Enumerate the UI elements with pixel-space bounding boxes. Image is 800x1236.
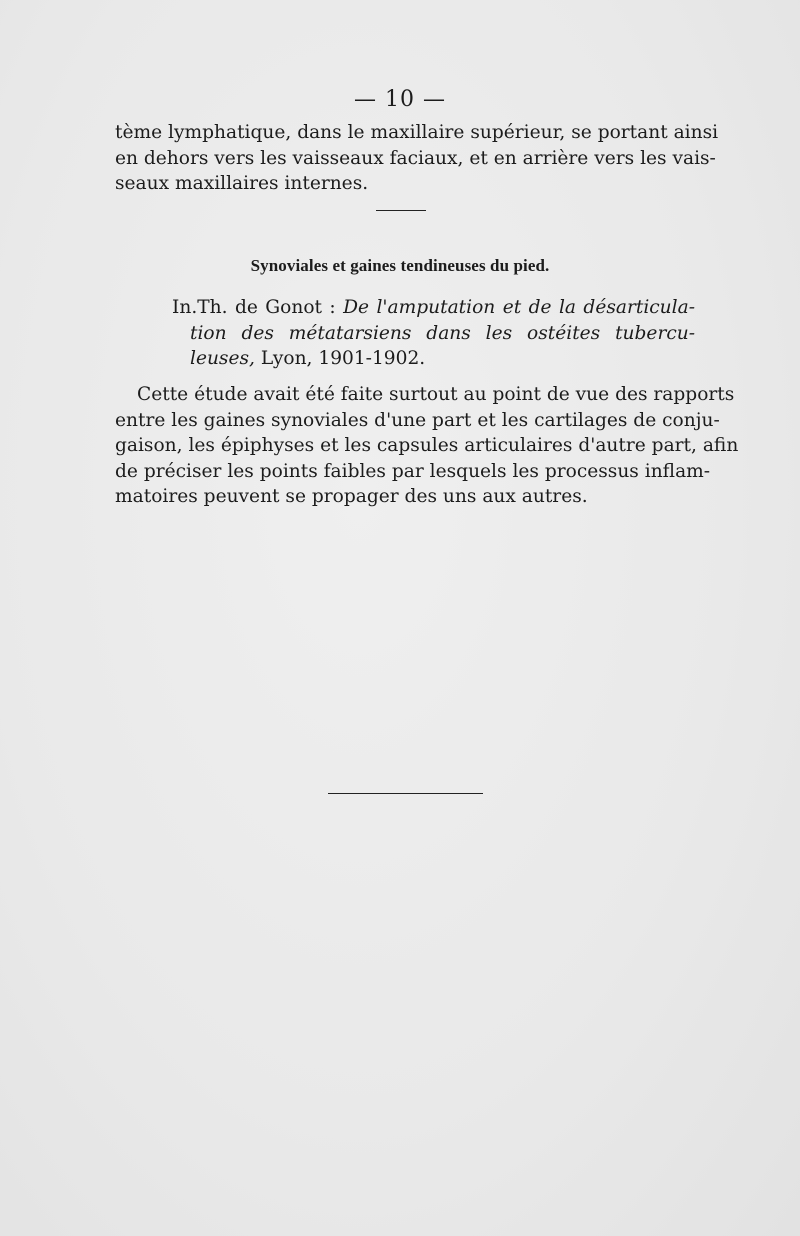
- reference-line: [172, 346, 695, 372]
- text-line: Cette étude avait été faite surtout au point de vue des rapports: [137, 384, 735, 405]
- end-divider: [328, 793, 483, 794]
- section-divider-short: [376, 210, 426, 211]
- reference-line: [172, 321, 695, 347]
- paragraph-study: [115, 382, 739, 510]
- paragraph-lymphatic: [115, 120, 719, 197]
- text-line: tème lymphatique, dans le maxillaire supérieur, se portant ainsi: [115, 122, 719, 143]
- reference-title-part: tion des métatarsiens dans les ostéites tubercu-: [190, 322, 695, 344]
- section-title: Synoviales et gaines tendineuses du pied.: [250, 256, 550, 275]
- text-line: de préciser les points faibles par lesquels les processus inflam-: [115, 460, 711, 482]
- reference-place-date: Lyon, 1901-1902.: [254, 348, 426, 369]
- text-line: gaison, les épiphyses et les capsules articulaires d'autre part, afin: [115, 435, 739, 456]
- text-line: seaux maxillaires internes.: [115, 173, 369, 194]
- page-number: — 10 —: [354, 87, 446, 112]
- text-line: entre les gaines synoviales d'une part et les cartilages de conju-: [115, 409, 720, 431]
- reference-author: In.Th. de Gonot :: [172, 297, 344, 318]
- reference-title-part: leuses,: [190, 348, 255, 369]
- bibliographic-reference: [172, 295, 695, 372]
- reference-title-part: De l'amputation et de la désarticula-: [343, 297, 695, 318]
- reference-line: [172, 295, 695, 321]
- text-line: en dehors vers les vaisseaux faciaux, et en arrière vers les vais-: [115, 147, 716, 169]
- text-line: matoires peuvent se propager des uns aux autres.: [115, 486, 588, 507]
